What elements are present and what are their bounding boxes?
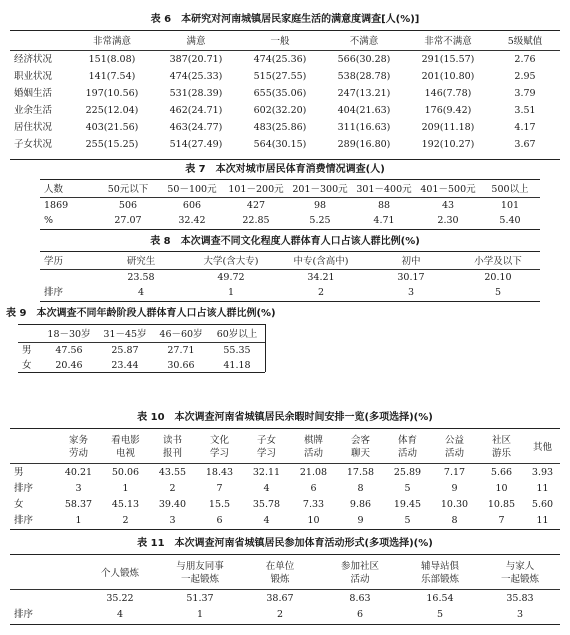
column-header-line1: 家务 (68, 435, 88, 446)
table-cell: 538(28.78) (337, 71, 391, 82)
column-header: 5级赋值 (490, 33, 560, 51)
table-cell: 32.42 (178, 215, 206, 226)
table-cell: 3 (169, 514, 176, 526)
table-cell: 51.37 (186, 592, 214, 604)
table11-caption: 表 11 本次调查河南省城镇居民参加体育活动形式(多项选择)(%) (137, 538, 433, 549)
table-cell: 8.63 (349, 592, 371, 604)
column-header (10, 431, 55, 464)
table-cell: 427 (246, 200, 266, 211)
table-row (10, 512, 560, 528)
table-cell: 474(25.33) (169, 71, 223, 82)
column-header: 学历 (40, 254, 96, 270)
table-cell: 462(24.71) (169, 105, 223, 116)
table-cell: 8 (357, 482, 364, 494)
table-cell: 506 (118, 200, 138, 211)
table-cell: 4 (137, 287, 145, 298)
table-cell: 30.66 (167, 360, 195, 371)
column-header: 31－45岁 (97, 327, 153, 343)
row-label: % (44, 215, 54, 226)
column-header-line2: 劳动 (68, 448, 88, 459)
column-header (196, 431, 243, 464)
table-cell: 21.08 (299, 466, 328, 478)
table-cell: 101 (500, 200, 520, 211)
table-cell: 39.40 (158, 498, 187, 510)
table-cell: 6 (216, 514, 223, 526)
table-row (18, 358, 265, 373)
column-header-line1: 参加社区 (340, 561, 379, 572)
column-header-line1: 会客 (350, 435, 370, 446)
table-row (40, 285, 540, 300)
table-cell: 9 (357, 514, 364, 526)
row-label: 婚姻生活 (14, 88, 53, 99)
table-cell: 5.66 (490, 466, 513, 478)
row-label: 男 (14, 466, 24, 478)
column-header (80, 557, 160, 590)
table-cell: 3.51 (514, 105, 536, 116)
table-cell: 1 (196, 608, 204, 620)
table-cell: 98 (313, 200, 327, 211)
table-cell: 10.85 (487, 498, 516, 510)
table-cell: 35.78 (252, 498, 281, 510)
column-header (400, 557, 480, 590)
column-header (478, 431, 525, 464)
table-row (10, 51, 560, 69)
column-header: 不满意 (322, 33, 406, 51)
row-label (40, 270, 96, 286)
column-header (480, 557, 560, 590)
table-cell: 192(10.27) (421, 139, 475, 150)
table8-bottom-rule (40, 301, 540, 302)
table-cell: 2.95 (514, 71, 536, 82)
column-header-line2: 活动 (350, 574, 370, 585)
row-label: 女 (22, 360, 32, 371)
table9-bottom-rule (18, 372, 265, 373)
table-cell: 9 (451, 482, 458, 494)
table9-top-rule (18, 324, 265, 325)
table-cell: 311(16.63) (337, 122, 391, 133)
table-row (10, 85, 560, 102)
table-cell: 4 (263, 514, 270, 526)
column-header-line2: 活动 (303, 448, 323, 459)
table-cell: 141(7.54) (88, 71, 136, 82)
table-row (10, 606, 560, 622)
table-cell: 30.17 (397, 272, 425, 283)
column-header-line1: 在单位 (265, 561, 295, 572)
table-cell: 4 (263, 482, 270, 494)
table-row (40, 213, 540, 228)
column-header: 初中 (366, 254, 456, 270)
table-row (10, 119, 560, 136)
column-header-line2: 乐部锻炼 (420, 574, 459, 585)
column-header: 201－300元 (288, 182, 352, 198)
table-cell: 1 (122, 482, 129, 494)
table-cell: 7.33 (302, 498, 325, 510)
table-cell: 27.71 (167, 345, 195, 356)
table11 (10, 557, 560, 622)
table-row (40, 198, 540, 214)
table-cell: 463(24.77) (169, 122, 223, 133)
column-header-line2: 游乐 (491, 448, 511, 459)
column-header: 小学及以下 (456, 254, 540, 270)
table7-caption: 表 7 本次对城市居民体育消费情况调查(人) (185, 164, 385, 175)
row-label: 业余生活 (14, 105, 53, 116)
column-header-line1: 社区 (491, 435, 511, 446)
table-cell: 41.18 (223, 360, 251, 371)
table6-bottom-rule (10, 159, 560, 160)
row-label: 排序 (14, 514, 34, 526)
column-header: 研究生 (96, 254, 186, 270)
table-cell: 3 (75, 482, 82, 494)
table-cell: 40.21 (64, 466, 93, 478)
column-header-line2: 一起锻炼 (180, 574, 219, 585)
table-cell: 38.67 (266, 592, 294, 604)
column-header (10, 557, 80, 590)
table-cell: 22.85 (242, 215, 270, 226)
table-cell: 32.11 (252, 466, 281, 478)
table-cell: 17.58 (346, 466, 375, 478)
table-cell: 606 (182, 200, 202, 211)
table-cell: 23.44 (111, 360, 139, 371)
table-cell: 20.10 (484, 272, 512, 283)
table10-caption: 表 10 本次调查河南省城镇居民余暇时间安排一览(多项选择)(%) (137, 412, 433, 423)
table-cell: 45.13 (111, 498, 140, 510)
table9 (18, 327, 265, 373)
table-cell: 10 (307, 514, 320, 526)
table-cell: 247(13.21) (337, 88, 391, 99)
table-cell: 289(16.80) (337, 139, 391, 150)
table-cell: 35.22 (106, 592, 134, 604)
column-header-line1: 棋牌 (303, 435, 323, 446)
table-row (10, 480, 560, 496)
table-cell: 3 (516, 608, 524, 620)
table6-top-rule (10, 30, 560, 31)
table11-top-rule (10, 554, 560, 555)
column-header: 46－60岁 (153, 327, 209, 343)
table-cell: 3.93 (531, 466, 554, 478)
column-header: 301－400元 (352, 182, 416, 198)
table-cell: 5.25 (309, 215, 331, 226)
column-header-line2: 活动 (444, 448, 464, 459)
t10-header-row (10, 431, 560, 464)
column-header-line2: 电视 (115, 448, 135, 459)
table-cell: 8 (451, 514, 458, 526)
table-cell: 18.43 (205, 466, 234, 478)
t9-header-row (18, 327, 265, 343)
table-cell: 2 (317, 287, 325, 298)
table10-top-rule (10, 428, 560, 429)
table-cell: 3 (407, 287, 415, 298)
column-header: 人数 (40, 182, 96, 198)
table-cell: 566(30.28) (337, 54, 391, 65)
column-header-line2: 一起锻炼 (500, 574, 539, 585)
column-header: 非常不满意 (406, 33, 490, 51)
column-header (149, 431, 196, 464)
column-header: 18－30岁 (41, 327, 97, 343)
table-cell: 255(15.25) (85, 139, 139, 150)
column-header-line1: 读书 (162, 435, 182, 446)
t11-header-row (10, 557, 560, 590)
column-header (102, 431, 149, 464)
column-header-line1: 其他 (532, 441, 552, 453)
row-label: 职业状况 (14, 71, 53, 82)
column-header (55, 431, 102, 464)
table-cell: 58.37 (64, 498, 93, 510)
column-header: 101－200元 (224, 182, 288, 198)
table-cell: 7 (498, 514, 505, 526)
row-label: 1869 (44, 200, 69, 211)
table-cell: 5 (494, 287, 502, 298)
row-label: 排序 (44, 287, 64, 298)
table-cell: 209(11.18) (421, 122, 475, 133)
table-cell: 35.83 (506, 592, 534, 604)
table-cell: 291(15.57) (421, 54, 475, 65)
table-cell: 49.72 (217, 272, 245, 283)
table-cell: 2 (122, 514, 129, 526)
column-header-line1: 个人锻炼 (100, 567, 139, 579)
table-cell: 483(25.86) (253, 122, 307, 133)
table-cell: 25.89 (393, 466, 422, 478)
column-header-line1: 文化 (209, 435, 229, 446)
table-cell: 151(8.08) (88, 54, 136, 65)
column-header: 大学(含大专) (186, 254, 276, 270)
column-header-line2: 聊天 (350, 448, 370, 459)
table-cell: 1 (75, 514, 82, 526)
column-header (10, 33, 70, 51)
table6 (10, 33, 560, 153)
table-cell: 564(30.15) (253, 139, 307, 150)
table-cell: 5 (436, 608, 444, 620)
table-cell: 146(7.78) (424, 88, 472, 99)
table-row (40, 270, 540, 286)
table-cell: 5 (404, 482, 411, 494)
table-cell: 19.45 (393, 498, 422, 510)
table-row (10, 590, 560, 607)
column-header-line1: 体育 (397, 435, 417, 446)
table-cell: 3.79 (514, 88, 536, 99)
table9-caption: 表 9 本次调查不同年龄阶段人群体育人口占该人群比例(%) (6, 308, 276, 319)
table-cell: 5 (404, 514, 411, 526)
column-header (18, 327, 41, 343)
table-cell: 25.87 (111, 345, 139, 356)
column-header: 500以上 (480, 182, 540, 198)
table-cell: 4.71 (373, 215, 395, 226)
t8-header-row (40, 254, 540, 270)
row-label: 居住状况 (14, 122, 53, 133)
table-row (10, 68, 560, 85)
table-cell: 4 (116, 608, 124, 620)
table-cell: 474(25.36) (253, 54, 307, 65)
column-header-line2: 学习 (256, 448, 276, 459)
row-label (10, 590, 80, 607)
table-cell: 47.56 (55, 345, 83, 356)
column-header (243, 431, 290, 464)
table7 (40, 182, 540, 228)
table8-top-rule (40, 251, 540, 252)
table-cell: 11 (536, 514, 549, 526)
table-cell: 10.30 (440, 498, 469, 510)
table-cell: 43.55 (158, 466, 187, 478)
table-cell: 43 (441, 200, 455, 211)
table-cell: 5.60 (531, 498, 554, 510)
table-row (10, 136, 560, 153)
table-cell: 3.67 (514, 139, 536, 150)
table-row (10, 496, 560, 512)
table7-bottom-rule (40, 229, 540, 230)
table-cell: 4.17 (514, 122, 536, 133)
table9-divider-right (265, 324, 266, 372)
table-cell: 387(20.71) (169, 54, 223, 65)
column-header (240, 557, 320, 590)
table-cell: 602(32.20) (253, 105, 307, 116)
row-label: 经济状况 (14, 54, 53, 65)
column-header: 满意 (154, 33, 238, 51)
table-cell: 11 (536, 482, 549, 494)
column-header-line1: 子女 (256, 435, 276, 446)
table-cell: 2.30 (437, 215, 459, 226)
table-cell: 7 (216, 482, 223, 494)
column-header (431, 431, 478, 464)
column-header: 非常满意 (70, 33, 154, 51)
column-header (160, 557, 240, 590)
table-cell: 27.07 (114, 215, 142, 226)
column-header-line1: 看电影 (111, 435, 140, 446)
table-cell: 2 (276, 608, 284, 620)
table-cell: 2 (169, 482, 176, 494)
column-header-line1: 公益 (444, 435, 464, 446)
row-label: 子女状况 (14, 139, 53, 150)
column-header-line1: 与朋友同事 (176, 561, 224, 572)
row-label: 男 (22, 345, 32, 356)
table8 (40, 254, 540, 300)
table-cell: 5.40 (499, 215, 521, 226)
table-cell: 16.54 (426, 592, 454, 604)
table-cell: 9.86 (349, 498, 372, 510)
table-cell: 201(10.80) (421, 71, 475, 82)
table-cell: 655(35.06) (253, 88, 307, 99)
table6-caption: 表 6 本研究对河南城镇居民家庭生活的满意度调查[人(%)] (150, 14, 420, 25)
table-cell: 176(9.42) (424, 105, 472, 116)
column-header: 401－500元 (416, 182, 480, 198)
column-header (337, 431, 384, 464)
t7-header-row (40, 182, 540, 198)
table-cell: 404(21.63) (337, 105, 391, 116)
table-cell: 10 (495, 482, 508, 494)
column-header: 中专(含高中) (276, 254, 366, 270)
table-cell: 1 (227, 287, 235, 298)
table-row (18, 343, 265, 359)
table-cell: 34.21 (307, 272, 335, 283)
t6-header-row (10, 33, 560, 51)
column-header: 50元以下 (96, 182, 160, 198)
table-cell: 515(27.55) (253, 71, 307, 82)
column-header-line2: 活动 (397, 448, 417, 459)
column-header (384, 431, 431, 464)
column-header-line2: 报刊 (162, 448, 182, 459)
table-cell: 88 (377, 200, 391, 211)
column-header (525, 431, 560, 464)
column-header-line1: 辅导站俱 (420, 561, 459, 572)
table-cell: 514(27.49) (169, 139, 223, 150)
table7-top-rule (40, 179, 540, 180)
table11-bottom-rule (10, 624, 560, 625)
table-cell: 6 (356, 608, 364, 620)
table-cell: 15.5 (208, 498, 231, 510)
column-header (290, 431, 337, 464)
table-cell: 7.17 (443, 466, 466, 478)
row-label: 女 (14, 498, 24, 510)
table10-bottom-rule (10, 529, 560, 530)
table-row (10, 102, 560, 119)
column-header (320, 557, 400, 590)
column-header-line2: 学习 (209, 448, 229, 459)
table10 (10, 431, 560, 528)
table-cell: 6 (310, 482, 317, 494)
table8-caption: 表 8 本次调查不同文化程度人群体育人口占该人群比例(%) (150, 236, 420, 247)
table-cell: 55.35 (223, 345, 251, 356)
row-label: 排序 (14, 608, 34, 620)
table-cell: 20.46 (55, 360, 83, 371)
table-cell: 531(28.39) (169, 88, 223, 99)
column-header: 60岁以上 (209, 327, 265, 343)
column-header: 一般 (238, 33, 322, 51)
table-cell: 197(10.56) (85, 88, 139, 99)
table-cell: 50.06 (111, 466, 140, 478)
table-row (10, 464, 560, 481)
column-header-line2: 锻炼 (270, 574, 290, 585)
table-cell: 2.76 (514, 54, 536, 65)
table-cell: 23.58 (127, 272, 155, 283)
table-cell: 225(12.04) (85, 105, 139, 116)
table-cell: 403(21.56) (85, 122, 139, 133)
row-label: 排序 (14, 482, 34, 494)
column-header: 50－100元 (160, 182, 224, 198)
column-header-line1: 与家人 (505, 561, 535, 572)
